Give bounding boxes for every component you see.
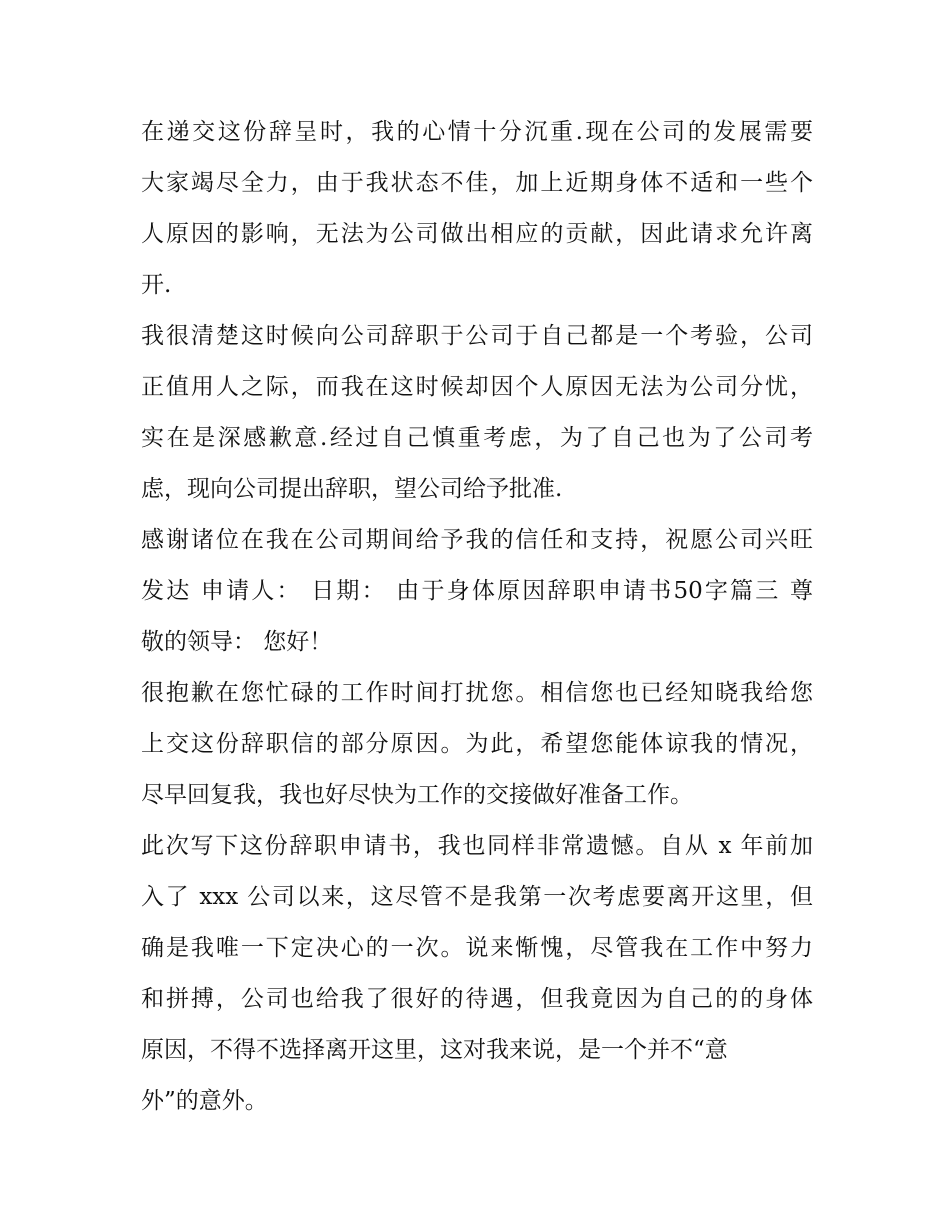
paragraph bbox=[141, 107, 813, 311]
paragraph bbox=[141, 515, 813, 668]
text-line: 尽早回复我，我也好尽快为工作的交接做好准备工作。 bbox=[141, 782, 693, 808]
paragraph bbox=[141, 311, 813, 515]
paragraph bbox=[141, 668, 813, 821]
text-line: 此次写下这份辞职申请书，我也同样非常遗憾。自从 x 年前加 bbox=[141, 833, 813, 859]
text-line: 发达 申请人： 日期： 由于身体原因辞职申请书50字篇三 尊 bbox=[141, 578, 813, 604]
document-body bbox=[141, 107, 813, 1127]
text-line: 正值用人之际，而我在这时候却因个人原因无法为公司分忧， bbox=[141, 374, 813, 400]
text-line: 原因，不得不选择离开这里，这对我来说，是一个并不“意 bbox=[141, 1037, 728, 1063]
text-line: 实在是深感歉意.经过自己慎重考虑，为了自己也为了公司考 bbox=[141, 425, 813, 451]
text-line: 入了 xxx 公司以来，这尽管不是我第一次考虑要离开这里，但 bbox=[141, 884, 813, 910]
paragraph bbox=[141, 821, 813, 1127]
text-line: 在递交这份辞呈时，我的心情十分沉重.现在公司的发展需要 bbox=[141, 119, 813, 145]
text-line: 确是我唯一下定决心的一次。说来惭愧，尽管我在工作中努力 bbox=[141, 935, 813, 961]
text-line: 敬的领导： 您好！ bbox=[141, 629, 333, 655]
text-line: 虑，现向公司提出辞职，望公司给予批准. bbox=[141, 476, 563, 502]
text-line: 上交这份辞职信的部分原因。为此，希望您能体谅我的情况， bbox=[141, 731, 813, 757]
text-line: 外”的意外。 bbox=[141, 1088, 268, 1114]
text-line: 大家竭尽全力，由于我状态不佳，加上近期身体不适和一些个 bbox=[141, 170, 813, 196]
text-line: 和拼搏，公司也给我了很好的待遇，但我竟因为自己的的身体 bbox=[141, 986, 813, 1012]
text-line: 我很清楚这时候向公司辞职于公司于自己都是一个考验，公司 bbox=[141, 323, 813, 349]
text-line: 开. bbox=[141, 272, 172, 298]
text-line: 人原因的影响，无法为公司做出相应的贡献，因此请求允许离 bbox=[141, 221, 813, 247]
text-line: 很抱歉在您忙碌的工作时间打扰您。相信您也已经知晓我给您 bbox=[141, 680, 813, 706]
text-line: 感谢诸位在我在公司期间给予我的信任和支持，祝愿公司兴旺 bbox=[141, 527, 813, 553]
